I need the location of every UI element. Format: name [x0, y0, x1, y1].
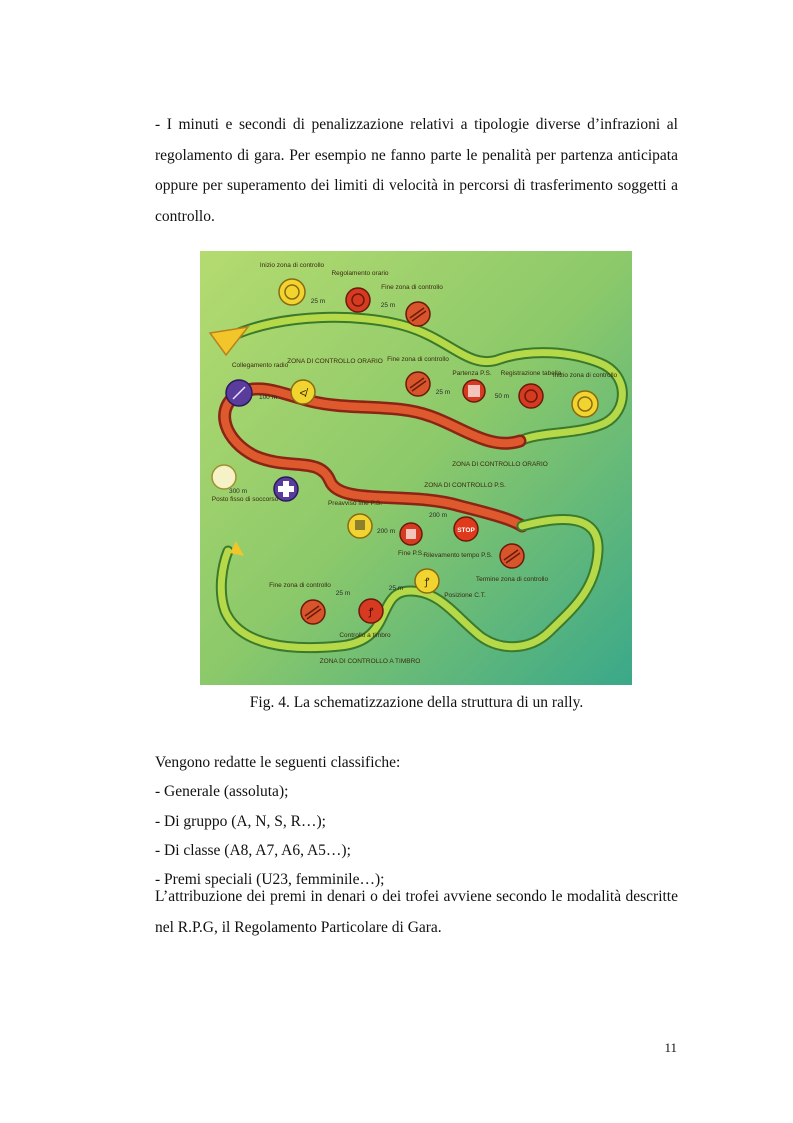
- label-fine-zona-bottom: Fine zona di controllo: [269, 582, 331, 589]
- label-inizio-zona-right: Inizio zona di controllo: [552, 372, 618, 379]
- inizio-zona-top-sign: [279, 279, 305, 305]
- fine-zona-top-sign: [406, 302, 430, 326]
- page-number: 11: [664, 1040, 677, 1055]
- closing-paragraph: L’attribuzione dei premi in denari o dei trofei avviene secondo le modalità descritte nel R.P.G, il Regolamento Particolare di Gara.: [155, 888, 678, 936]
- svg-text:ꝭ: ꝭ: [368, 607, 374, 618]
- list-item: - Di gruppo (A, N, S, R…);: [155, 812, 326, 830]
- registrazione-sign: [519, 384, 543, 408]
- label-posizione-ct: Posizione C.T.: [444, 592, 486, 599]
- label-zona-controllo-ps: ZONA DI CONTROLLO P.S.: [424, 482, 506, 489]
- partenza-ps-sign: [463, 380, 485, 402]
- posto-soccorso-sign: [212, 465, 236, 489]
- label-fine-ps: Fine P.S.: [398, 550, 424, 557]
- label-inizio-zona-top: Inizio zona di controllo: [259, 262, 325, 269]
- label-preavviso-fine: Preavviso fine P.S.: [327, 500, 383, 507]
- dist-25b: 25 m: [380, 302, 396, 309]
- label-fine-zona-top: Fine zona di controllo: [381, 284, 443, 291]
- dist-200a: 200 m: [376, 528, 396, 535]
- collegamento-sign: [226, 380, 252, 406]
- inizio-zona-right-sign: [572, 391, 598, 417]
- stop-sign-label: STOP: [457, 527, 475, 534]
- dist-50: 50 m: [494, 393, 510, 400]
- label-zona-timbro: ZONA DI CONTROLLO A TIMBRO: [319, 658, 421, 665]
- svg-text:ꝭ: ꝭ: [424, 577, 430, 588]
- label-posto-soccorso: Posto fisso di soccorso: [211, 496, 279, 503]
- dist-300: 300 m: [228, 488, 248, 495]
- dist-25a: 25 m: [310, 298, 326, 305]
- label-termine-zona: Termine zona di controllo: [475, 576, 549, 583]
- label-fine-zona-mid: Fine zona di controllo: [387, 356, 449, 363]
- label-controllo-timbro: Controllo a timbro: [339, 632, 391, 639]
- posizione-ct-sign: [415, 569, 439, 593]
- dist-100: 100 m: [258, 394, 278, 401]
- dist-25e: 25 m: [388, 585, 404, 592]
- label-zona-orario-mid: ZONA DI CONTROLLO ORARIO: [452, 461, 548, 468]
- label-registrazione: Registrazione tabella: [500, 370, 562, 377]
- label-partenza-ps: Partenza P.S.: [452, 370, 492, 377]
- label-regolamento: Regolamento orario: [331, 270, 389, 277]
- list-item: - Premi speciali (U23, femminile…);: [155, 871, 385, 889]
- label-stop: Rilevamento tempo P.S.: [423, 552, 493, 559]
- partenza-radio-sign: [291, 380, 315, 404]
- termine-zona-sign: [500, 544, 524, 568]
- fine-zona-bottom-sign: [301, 600, 325, 624]
- regolamento-sign: [346, 288, 370, 312]
- list-item: - Di classe (A8, A7, A6, A5…);: [155, 841, 351, 859]
- figure-caption: Fig. 4. La schematizzazione della struttura di un rally.: [249, 694, 584, 711]
- rally-structure-figure: [200, 251, 632, 685]
- fine-zona-mid-sign: [406, 372, 430, 396]
- dist-25c: 25 m: [435, 389, 451, 396]
- list-item: - Generale (assoluta);: [155, 783, 289, 801]
- svg-text:≮: ≮: [299, 386, 307, 400]
- label-zona-orario-top: ZONA DI CONTROLLO ORARIO: [287, 358, 383, 365]
- controllo-timbro-sign: [359, 599, 383, 623]
- classification-intro: Vengono redatte le seguenti classifiche:: [155, 754, 401, 771]
- intro-paragraph: - I minuti e secondi di penalizzazione relativi a tipologie diverse d’infrazioni al regolamento di gara. Per esempio ne fanno parte le penalità per partenza anticipata oppure per superamento dei limiti di velocità in percorsi di trasferimento soggetti a controllo.: [155, 116, 678, 225]
- preavviso-fine-sign: [348, 514, 372, 538]
- label-collegamento: Collegamento radio: [231, 362, 289, 369]
- fine-ps-sign: [400, 523, 422, 545]
- dist-25d: 25 m: [335, 590, 351, 597]
- classification-list: [155, 748, 685, 894]
- rally-diagram: [200, 251, 632, 685]
- stop-sign: [454, 517, 478, 541]
- dist-200b: 200 m: [428, 512, 448, 519]
